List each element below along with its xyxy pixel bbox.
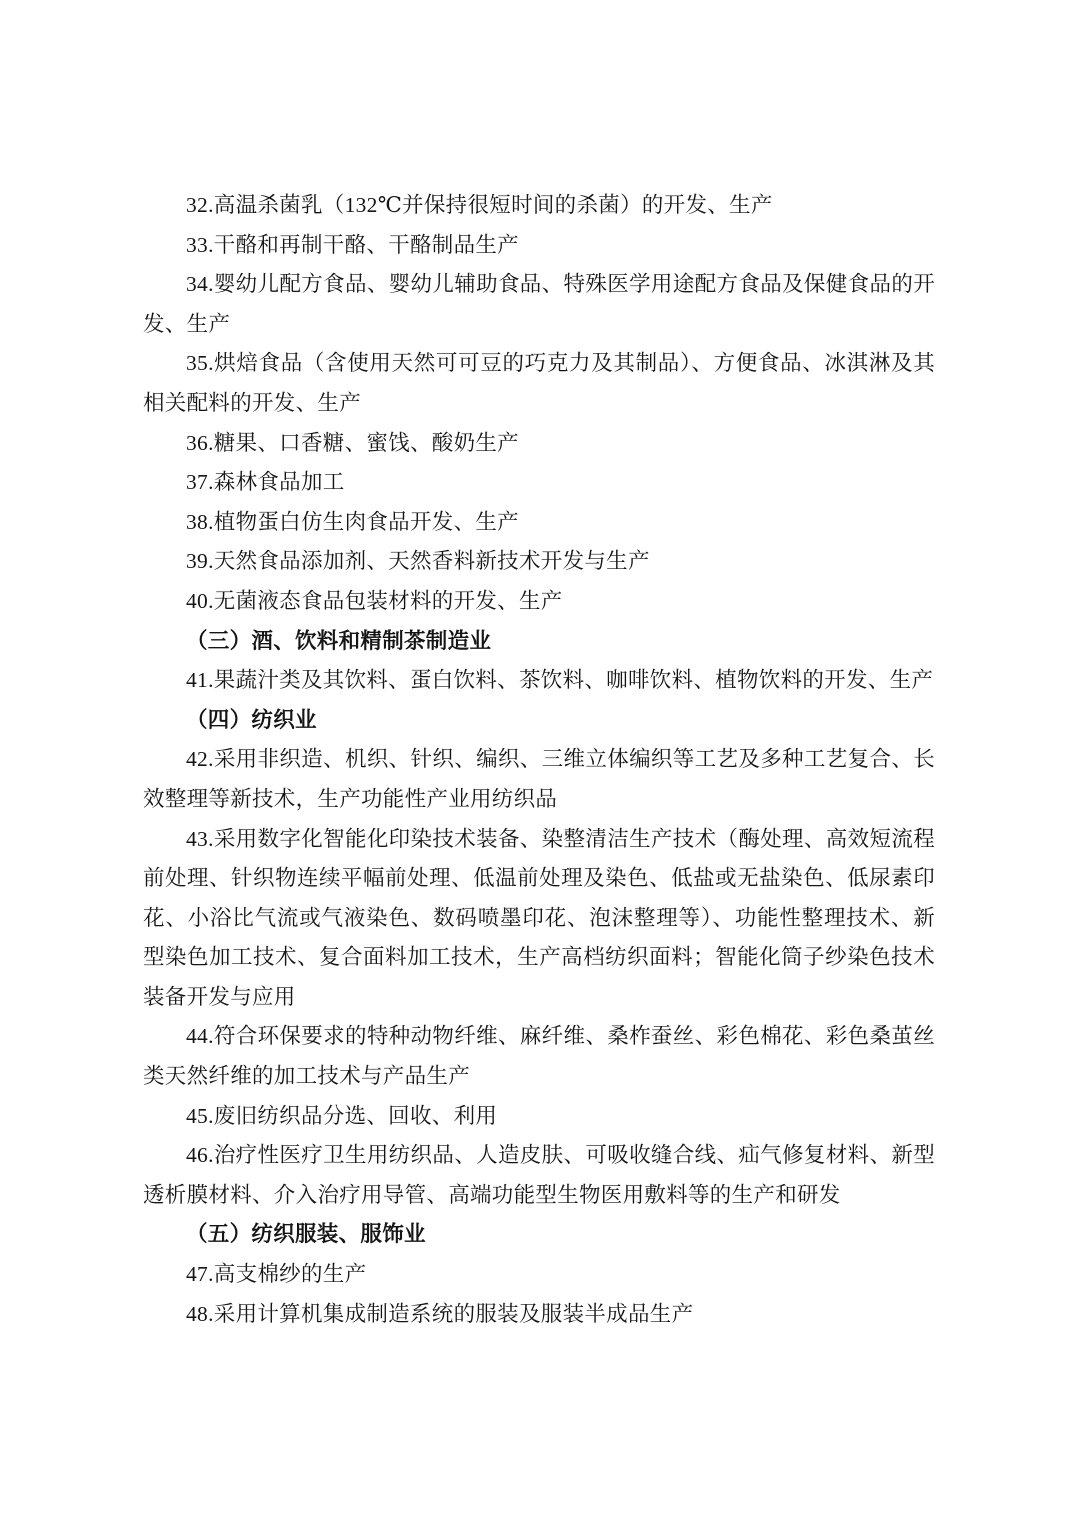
list-item-33: 33.干酪和再制干酪、干酪制品生产 <box>186 232 519 257</box>
list-item-40: 40.无菌液态食品包装材料的开发、生产 <box>186 588 563 613</box>
list-item-42: 42.采用非织造、机织、针织、编织、三维立体编织等工艺及多种工艺复合、长效整理等新技术，生产功能性产业用纺织品 <box>143 747 935 811</box>
document-body <box>143 186 935 1334</box>
list-item-39: 39.天然食品添加剂、天然香料新技术开发与生产 <box>186 549 650 574</box>
list-item-44: 44.符合环保要求的特种动物纤维、麻纤维、桑柞蚕丝、彩色棉花、彩色桑茧丝类天然纤维的加工技术与产品生产 <box>143 1024 935 1089</box>
list-item-46: 46.治疗性医疗卫生用纺织品、人造皮肤、可吸收缝合线、疝气修复材料、新型透析膜材料、介入治疗用导管、高端功能型生物医用敷料等的生产和研发 <box>143 1143 935 1207</box>
list-item-35: 35.烘焙食品（含使用天然可可豆的巧克力及其制品）、方便食品、冰淇淋及其相关配料的开发、生产 <box>143 351 935 415</box>
list-item-48: 48.采用计算机集成制造系统的服装及服装半成品生产 <box>186 1301 694 1326</box>
section-heading-5: （五）纺织服装、服饰业 <box>186 1222 426 1247</box>
list-item-38: 38.植物蛋白仿生肉食品开发、生产 <box>186 509 519 534</box>
list-item-41: 41.果蔬汁类及其饮料、蛋白饮料、茶饮料、咖啡饮料、植物饮料的开发、生产 <box>186 668 934 693</box>
list-item-32: 32.高温杀菌乳（132℃并保持很短时间的杀菌）的开发、生产 <box>186 193 773 217</box>
list-item-34: 34.婴幼儿配方食品、婴幼儿辅助食品、特殊医学用途配方食品及保健食品的开发、生产 <box>143 272 935 336</box>
section-heading-3: （三）酒、饮料和精制茶制造业 <box>186 628 492 653</box>
list-item-43: 43.采用数字化智能化印染技术装备、染整清洁生产技术（酶处理、高效短流程前处理、针织物连续平幅前处理、低温前处理及染色、低盐或无盐染色、低尿素印花、小浴比气流或气液染色、数码喷墨印花、泡沫整理等）、功能性整理技术、新型染色加工技术、复合面料加工技术，生产高档纺织面料；智能化筒子纱染色技术装备开发与应用 <box>143 826 935 1009</box>
list-item-36: 36.糖果、口香糖、蜜饯、酸奶生产 <box>186 430 519 455</box>
list-item-47: 47.高支棉纱的生产 <box>186 1262 367 1287</box>
list-item-45: 45.废旧纺织品分选、回收、利用 <box>186 1103 498 1128</box>
list-item-37: 37.森林食品加工 <box>186 470 345 495</box>
section-heading-4: （四）纺织业 <box>186 707 317 732</box>
